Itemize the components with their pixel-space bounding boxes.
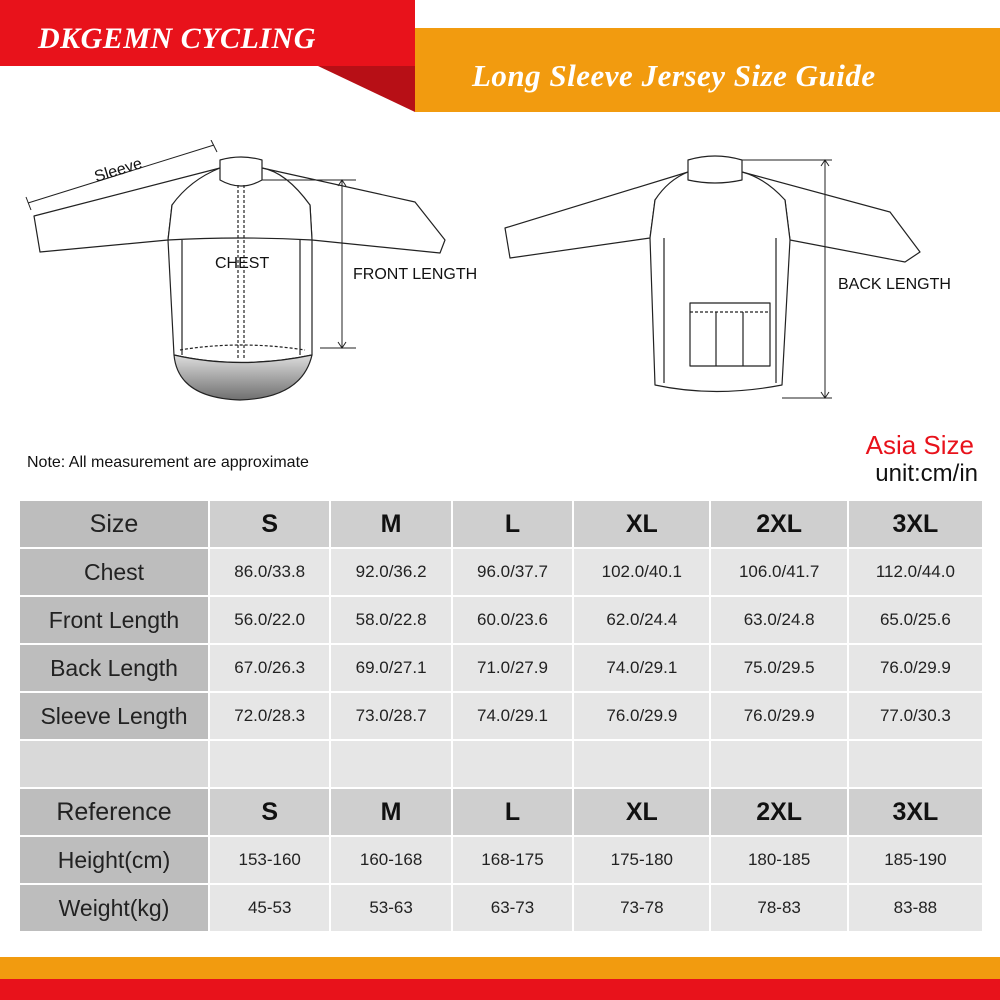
footer-orange-band	[0, 957, 1000, 979]
table-row	[20, 837, 982, 883]
table-cell: 63.0/24.8	[711, 597, 846, 643]
table-cell: 53-63	[331, 885, 450, 931]
spacer-cell	[849, 741, 982, 787]
table-cell: 58.0/22.8	[331, 597, 450, 643]
table-cell: 86.0/33.8	[210, 549, 329, 595]
spacer-cell	[210, 741, 329, 787]
table-cell: 71.0/27.9	[453, 645, 572, 691]
table-cell: 73.0/28.7	[331, 693, 450, 739]
row-label: Chest	[20, 549, 208, 595]
front-collar	[220, 157, 262, 186]
jersey-diagram	[0, 140, 1000, 410]
row-label: Back Length	[20, 645, 208, 691]
spacer-row	[20, 741, 982, 787]
table-cell: 96.0/37.7	[453, 549, 572, 595]
size-header-label: Size	[20, 501, 208, 547]
page-title: Long Sleeve Jersey Size Guide	[472, 58, 876, 93]
reference-header-cell: S	[210, 789, 329, 835]
size-header-cell: S	[210, 501, 329, 547]
table-cell: 75.0/29.5	[711, 645, 846, 691]
reference-header-row	[20, 789, 982, 835]
table-row	[20, 597, 982, 643]
size-header-cell: XL	[574, 501, 709, 547]
table-cell: 67.0/26.3	[210, 645, 329, 691]
table-cell: 106.0/41.7	[711, 549, 846, 595]
row-label: Front Length	[20, 597, 208, 643]
table-cell: 175-180	[574, 837, 709, 883]
table-row	[20, 645, 982, 691]
reference-header-cell: XL	[574, 789, 709, 835]
spacer-cell	[20, 741, 208, 787]
chest-label: CHEST	[215, 255, 270, 272]
size-header-cell: 3XL	[849, 501, 982, 547]
spacer-cell	[711, 741, 846, 787]
asia-size-label: Asia Size	[865, 430, 974, 460]
reference-header-cell: M	[331, 789, 450, 835]
spacer-cell	[453, 741, 572, 787]
table-cell: 180-185	[711, 837, 846, 883]
back-collar	[688, 156, 742, 183]
back-length-label: BACK LENGTH	[838, 276, 951, 293]
unit-label: unit:cm/in	[875, 460, 978, 487]
brand-name: DKGEMN CYCLING	[38, 22, 316, 55]
size-chart-table	[18, 499, 984, 933]
table-cell: 73-78	[574, 885, 709, 931]
table-cell: 65.0/25.6	[849, 597, 982, 643]
header-red-fold	[318, 66, 415, 112]
table-cell: 62.0/24.4	[574, 597, 709, 643]
table-row	[20, 885, 982, 931]
reference-header-label: Reference	[20, 789, 208, 835]
size-header-cell: 2XL	[711, 501, 846, 547]
table-cell: 160-168	[331, 837, 450, 883]
table-cell: 92.0/36.2	[331, 549, 450, 595]
table-cell: 77.0/30.3	[849, 693, 982, 739]
footer-red-band	[0, 979, 1000, 1000]
table-cell: 60.0/23.6	[453, 597, 572, 643]
table-cell: 168-175	[453, 837, 572, 883]
spacer-cell	[331, 741, 450, 787]
front-length-label: FRONT LENGTH	[353, 266, 478, 283]
table-cell: 72.0/28.3	[210, 693, 329, 739]
table-cell: 153-160	[210, 837, 329, 883]
table-cell: 74.0/29.1	[574, 645, 709, 691]
size-header-row	[20, 501, 982, 547]
jersey-illustration	[0, 140, 1000, 410]
table-row	[20, 693, 982, 739]
measurement-note: Note: All measurement are approximate	[27, 454, 309, 471]
table-cell: 69.0/27.1	[331, 645, 450, 691]
row-label: Sleeve Length	[20, 693, 208, 739]
row-label: Weight(kg)	[20, 885, 208, 931]
table-cell: 78-83	[711, 885, 846, 931]
reference-header-cell: 3XL	[849, 789, 982, 835]
table-cell: 185-190	[849, 837, 982, 883]
reference-header-cell: L	[453, 789, 572, 835]
table-cell: 76.0/29.9	[711, 693, 846, 739]
table-cell: 76.0/29.9	[849, 645, 982, 691]
table-cell: 45-53	[210, 885, 329, 931]
table-cell: 63-73	[453, 885, 572, 931]
table-cell: 56.0/22.0	[210, 597, 329, 643]
table-cell: 112.0/44.0	[849, 549, 982, 595]
table-cell: 83-88	[849, 885, 982, 931]
reference-header-cell: 2XL	[711, 789, 846, 835]
sleeve-label: Sleeve	[92, 155, 145, 186]
size-header-cell: M	[331, 501, 450, 547]
row-label: Height(cm)	[20, 837, 208, 883]
table-cell: 102.0/40.1	[574, 549, 709, 595]
table-row	[20, 549, 982, 595]
table-cell: 76.0/29.9	[574, 693, 709, 739]
size-header-cell: L	[453, 501, 572, 547]
spacer-cell	[574, 741, 709, 787]
table-cell: 74.0/29.1	[453, 693, 572, 739]
